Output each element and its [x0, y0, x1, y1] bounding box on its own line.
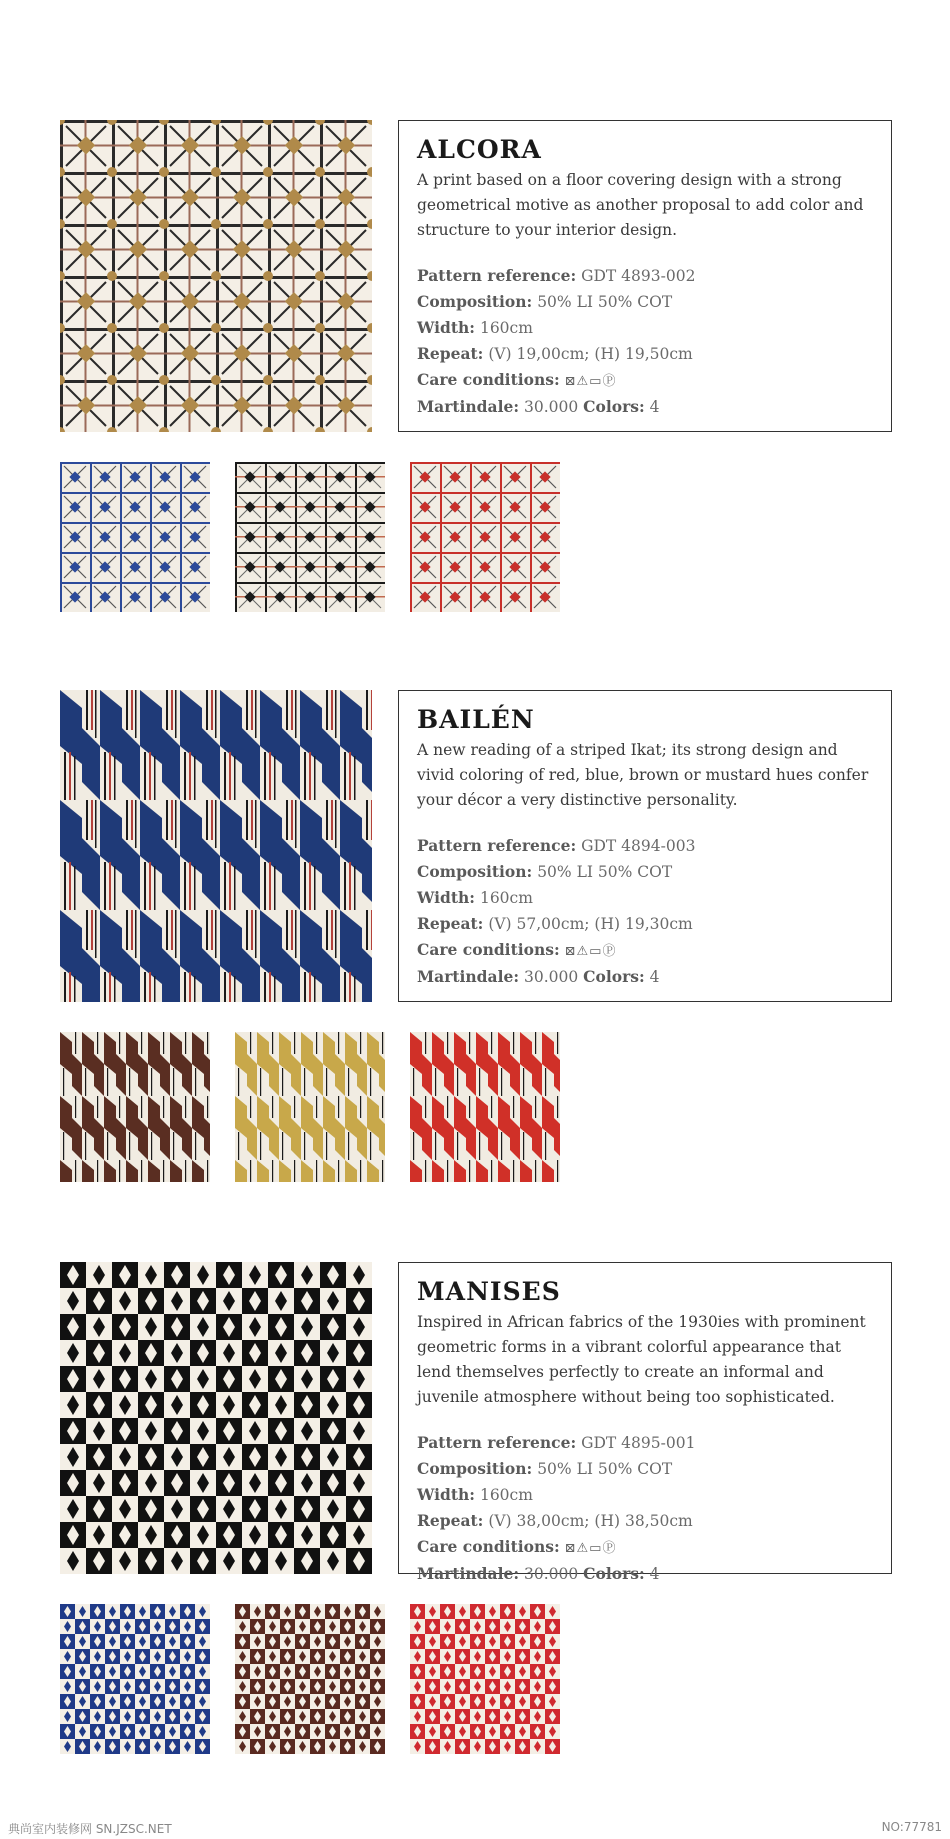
alcora-main-swatch[interactable]	[60, 120, 372, 432]
product-title: BAILÉN	[417, 705, 535, 734]
spec-width: Width: 160cm	[417, 1485, 533, 1504]
spec-martindale: Martindale: 30.000 Colors: 4	[417, 397, 660, 416]
manises-variant-brown[interactable]	[235, 1604, 385, 1754]
spec-width: Width: 160cm	[417, 888, 533, 907]
manises-info-box	[398, 1262, 892, 1583]
product-title: MANISES	[417, 1277, 561, 1306]
product-description: Inspired in African fabrics of the 1930ies with prominent geometric forms in a vibrant colorful appearance that lend themselves perfectly to create an informal and juvenile atmosphere without being too sophisticated.	[417, 1313, 866, 1406]
bailen-pattern-image	[60, 690, 372, 1002]
alcora-variant-blue[interactable]	[60, 462, 210, 612]
spec-pattern-reference: Pattern reference: GDT 4893-002	[417, 266, 696, 285]
care-icons: ⊠⚠▭Ⓟ	[564, 374, 617, 389]
alcora-info-box	[398, 120, 892, 432]
spec-composition: Composition: 50% LI 50% COT	[417, 292, 673, 311]
bailen-variants	[60, 1032, 580, 1182]
spec-pattern-reference: Pattern reference: GDT 4895-001	[417, 1433, 696, 1452]
spec-pattern-reference: Pattern reference: GDT 4894-003	[417, 836, 696, 855]
spec-repeat: Repeat: (V) 57,00cm; (H) 19,30cm	[417, 914, 693, 933]
alcora-variants	[60, 462, 580, 612]
spec-composition: Composition: 50% LI 50% COT	[417, 1459, 673, 1478]
alcora-variant-black[interactable]	[235, 462, 385, 612]
product-title: ALCORA	[417, 135, 542, 164]
bailen-main-swatch[interactable]	[60, 690, 372, 1002]
care-icons: ⊠⚠▭Ⓟ	[564, 944, 617, 959]
watermark-footer	[0, 1818, 950, 1839]
manises-main-swatch[interactable]	[60, 1262, 372, 1574]
bailen-info-box	[398, 690, 892, 1002]
watermark-number: NO:77781	[881, 1820, 942, 1834]
spec-repeat: Repeat: (V) 38,00cm; (H) 38,50cm	[417, 1511, 693, 1530]
manises-variants	[60, 1604, 580, 1754]
product-description: A print based on a floor covering design with a strong geometrical motive as another proposal to add color and structure to your interior design.	[417, 171, 864, 239]
bailen-variant-red[interactable]	[410, 1032, 560, 1182]
spec-care: Care conditions: ⊠⚠▭Ⓟ	[417, 1537, 617, 1556]
manises-pattern-image	[60, 1262, 372, 1574]
spec-martindale: Martindale: 30.000 Colors: 4	[417, 967, 660, 986]
alcora-variant-red[interactable]	[410, 462, 560, 612]
spec-repeat: Repeat: (V) 19,00cm; (H) 19,50cm	[417, 344, 693, 363]
spec-composition: Composition: 50% LI 50% COT	[417, 862, 673, 881]
spec-care: Care conditions: ⊠⚠▭Ⓟ	[417, 370, 617, 389]
manises-variant-blue[interactable]	[60, 1604, 210, 1754]
alcora-pattern-image	[60, 120, 372, 432]
care-icons: ⊠⚠▭Ⓟ	[564, 1541, 617, 1556]
watermark-site: 典尚室内装修网 SN.JZSC.NET	[8, 1822, 172, 1836]
spec-width: Width: 160cm	[417, 318, 533, 337]
spec-martindale: Martindale: 30.000 Colors: 4	[417, 1564, 660, 1583]
bailen-variant-mustard[interactable]	[235, 1032, 385, 1182]
manises-variant-red[interactable]	[410, 1604, 560, 1754]
spec-care: Care conditions: ⊠⚠▭Ⓟ	[417, 940, 617, 959]
product-description: A new reading of a striped Ikat; its strong design and vivid coloring of red, blue, brown or mustard hues confer your décor a very distinctive personality.	[417, 741, 869, 809]
bailen-variant-brown[interactable]	[60, 1032, 210, 1182]
